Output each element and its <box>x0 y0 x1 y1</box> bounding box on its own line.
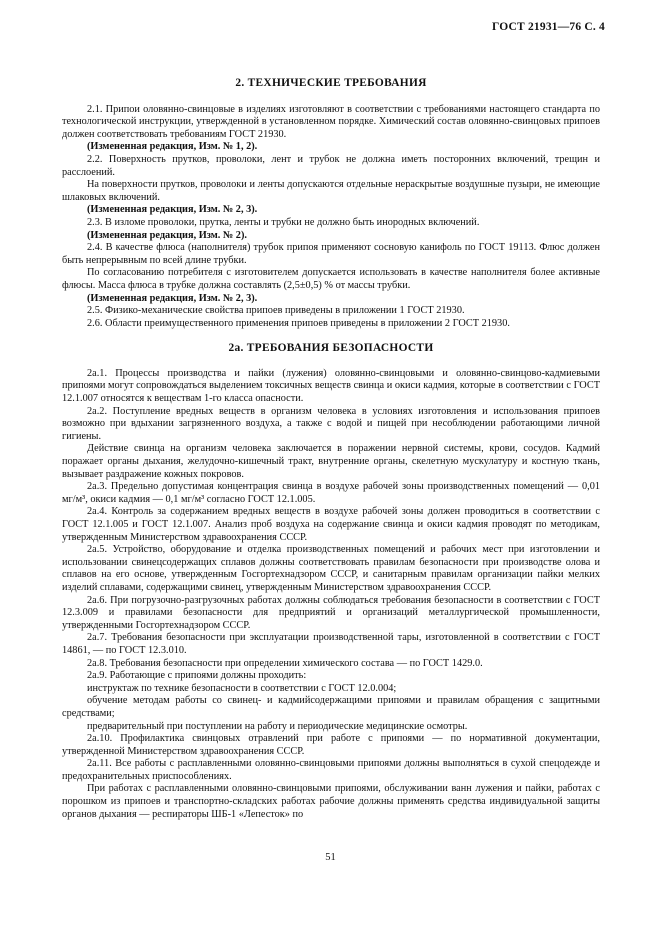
page-header: ГОСТ 21931—76 С. 4 <box>492 21 605 33</box>
paragraph: 2а.8. Требования безопасности при определении химического состава — по ГОСТ 1429.0. <box>87 657 483 669</box>
paragraph: 2а.7. Требования безопасности при эксплуатации производственной тары, изготовленной в соответствии с ГОСТ 14861, — по ГОСТ 12.3.010. <box>62 632 600 656</box>
paragraph: 2а.11. Все работы с расплавленными оловянно-свинцовыми припоями должны выполняться в сухой спецодежде и предохранительных приспособлениях. <box>62 758 600 782</box>
paragraph: 2.2. Поверхность прутков, проволоки, лент и трубок не должна иметь посторонних включений, трещин и расслоений. <box>62 153 600 178</box>
paragraph: 2а.4. Контроль за содержанием вредных веществ в воздухе рабочей зоны должен проводиться в соответствии с ГОСТ 12.1.005 и ГОСТ 12.1.007. Анализ проб воздуха на содержание свинца и окиси кадмия проводят по методикам, утвержденным Министерством здравоохранения СССР. <box>62 506 600 543</box>
amendment-note: (Измененная редакция, Изм. № 1, 2). <box>87 141 258 153</box>
paragraph: 2.4. В качестве флюса (наполнителя) трубок припоя применяют сосновую канифоль по ГОСТ 19113. Флюс должен быть непрерывным по всей длине трубки. <box>62 242 600 266</box>
paragraph: 2а.1. Процессы производства и пайки (лужения) оловянно-свинцовыми и оловянно-свинцово-кадмиевыми припоями могут сопровождаться выделением токсичных веществ свинца и окиси кадмия, которые в соответствии с ГОСТ 12.1.007 относятся к веществам 1-го класса опасности. <box>62 367 600 405</box>
paragraph: инструктаж по технике безопасности в соответствии с ГОСТ 12.0.004; <box>87 682 397 694</box>
document-body <box>62 0 600 821</box>
paragraph: 2а.2. Поступление вредных веществ в организм человека в условиях изготовления и использования припоев возможно при вдыхании загрязненного воздуха, а также с водой и пищей при несоблюдении работающими личной гигиены. <box>62 405 600 442</box>
paragraph: 2.1. Припои оловянно-свинцовые в изделиях изготовляют в соответствии с требованиями настоящего стандарта по технологической инструкции, утвержденной в установленном порядке. Химический состав оловянно-свинцовых припоев должен соответствовать требованиям ГОСТ 21930. <box>62 103 600 140</box>
paragraph: 2а.5. Устройство, оборудование и отделка производственных помещений и рабочих мест при изготовлении и использовании свинецсодержащих сплавов должны соответствовать правилам безопасности при производстве олова и сплавов на его основе, утвержденным Госгортехнадзором СССР, и санитарным правилам организации пайки мелких изделий сплавами, содержащими свинец, утвержденным Министерством здравоохранения СССР. <box>62 544 600 593</box>
paragraph: 2а.9. Работающие с припоями должны проходить: <box>87 670 307 682</box>
paragraph: 2.5. Физико-механические свойства припоев приведены в приложении 1 ГОСТ 21930. <box>87 305 465 317</box>
section-2-body <box>62 104 600 331</box>
paragraph: Действие свинца на организм человека заключается в поражении нервной системы, крови, сосудов. Кадмий поражает органы дыхания, желудочно-кишечный тракт, внутренние органы, скелетную мускулатуру и костную ткань, вызывает раздражение кожных покровов. <box>62 443 600 480</box>
amendment-note: (Измененная редакция, Изм. № 2, 3). <box>87 204 258 216</box>
section-2a-body <box>62 368 600 821</box>
paragraph: По согласованию потребителя с изготовителем допускается использовать в качестве наполнителя более активные флюсы. Масса флюса в трубке должна составлять (2,5±0,5) % от массы трубки. <box>62 267 600 291</box>
section-2a-title: 2а. ТРЕБОВАНИЯ БЕЗОПАСНОСТИ <box>228 342 434 355</box>
amendment-note: (Измененная редакция, Изм. № 2). <box>87 229 247 241</box>
page-number: 51 <box>325 852 336 863</box>
paragraph: 2.3. В изломе проволоки, прутка, ленты и трубки не должно быть инородных включений. <box>87 216 480 228</box>
paragraph: 2а.6. При погрузочно-разгрузочных работах должны соблюдаться требования безопасности в соответствии с ГОСТ 12.3.009 и правилами безопасности для предприятий и организаций металлургической промышленности, утвержденными Госгортехнадзором СССР. <box>62 594 600 631</box>
section-2-title: 2. ТЕХНИЧЕСКИЕ ТРЕБОВАНИЯ <box>235 77 427 89</box>
amendment-note: (Измененная редакция, Изм. № 2, 3). <box>87 292 258 304</box>
paragraph: 2.6. Области преимущественного применения припоев приведены в приложении 2 ГОСТ 21930. <box>87 317 510 329</box>
paragraph: На поверхности прутков, проволоки и ленты допускаются отдельные нераскрытые воздушные пузыри, не имеющие шлаковых включений. <box>62 179 600 203</box>
paragraph: 2а.3. Предельно допустимая концентрация свинца в воздухе рабочей зоны производственных помещений — 0,01 мг/м³, окиси кадмия — 0,1 мг/м³ согласно ГОСТ 12.1.005. <box>62 481 600 505</box>
paragraph: предварительный при поступлении на работу и периодические медицинские осмотры. <box>87 720 468 732</box>
paragraph: При работах с расплавленными оловянно-свинцовыми припоями, обслуживании ванн лужения и пайки, работах с порошком из припоев и транспортно-складских работах рабочие должны применять средства индивидуальной защиты органов дыхания — респираторы ШБ-1 «Лепесток» по <box>62 783 600 820</box>
paragraph: обучение методам работы со свинец- и кадмийсодержащими припоями и правилам обращения с защитными средствами; <box>62 695 600 719</box>
paragraph: 2а.10. Профилактика свинцовых отравлений при работе с припоями — по нормативной документации, утвержденной Министерством здравоохранения СССР. <box>62 733 600 757</box>
